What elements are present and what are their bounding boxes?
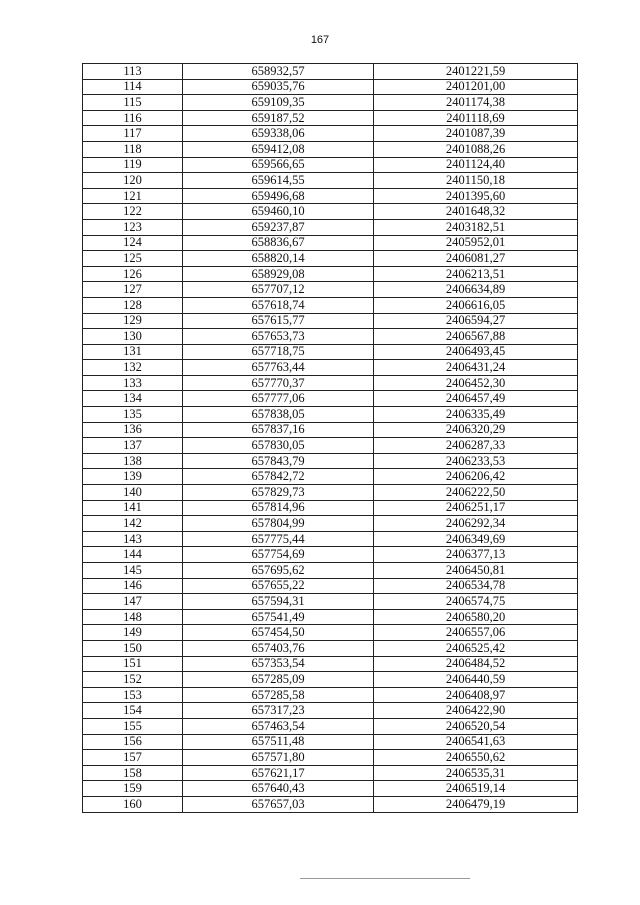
point-number-cell: 154 xyxy=(83,703,183,719)
x-coordinate-cell: 657829,73 xyxy=(183,485,374,501)
y-coordinate-cell: 2406479,19 xyxy=(374,796,578,812)
x-coordinate-cell: 657655,22 xyxy=(183,578,374,594)
point-number-cell: 141 xyxy=(83,500,183,516)
x-coordinate-cell: 657511,48 xyxy=(183,734,374,750)
point-number-cell: 152 xyxy=(83,672,183,688)
table-row xyxy=(83,422,578,438)
table-row xyxy=(83,500,578,516)
table-row xyxy=(83,188,578,204)
x-coordinate-cell: 657814,96 xyxy=(183,500,374,516)
x-coordinate-cell: 657843,79 xyxy=(183,453,374,469)
y-coordinate-cell: 2405952,01 xyxy=(374,235,578,251)
x-coordinate-cell: 657403,76 xyxy=(183,640,374,656)
y-coordinate-cell: 2401395,60 xyxy=(374,188,578,204)
x-coordinate-cell: 657594,31 xyxy=(183,594,374,610)
x-coordinate-cell: 658820,14 xyxy=(183,251,374,267)
x-coordinate-cell: 657718,75 xyxy=(183,344,374,360)
y-coordinate-cell: 2406222,50 xyxy=(374,485,578,501)
point-number-cell: 128 xyxy=(83,297,183,313)
y-coordinate-cell: 2406431,24 xyxy=(374,360,578,376)
y-coordinate-cell: 2406422,90 xyxy=(374,703,578,719)
point-number-cell: 145 xyxy=(83,563,183,579)
point-number-cell: 134 xyxy=(83,391,183,407)
x-coordinate-cell: 657838,05 xyxy=(183,407,374,423)
point-number-cell: 115 xyxy=(83,95,183,111)
table-row xyxy=(83,672,578,688)
point-number-cell: 151 xyxy=(83,656,183,672)
point-number-cell: 147 xyxy=(83,594,183,610)
table-row xyxy=(83,329,578,345)
table-row xyxy=(83,407,578,423)
table-row xyxy=(83,360,578,376)
x-coordinate-cell: 657770,37 xyxy=(183,375,374,391)
point-number-cell: 148 xyxy=(83,609,183,625)
y-coordinate-cell: 2406484,52 xyxy=(374,656,578,672)
point-number-cell: 146 xyxy=(83,578,183,594)
point-number-cell: 116 xyxy=(83,110,183,126)
table-row xyxy=(83,547,578,563)
x-coordinate-cell: 657775,44 xyxy=(183,531,374,547)
y-coordinate-cell: 2406377,13 xyxy=(374,547,578,563)
point-number-cell: 113 xyxy=(83,64,183,80)
y-coordinate-cell: 2401174,38 xyxy=(374,95,578,111)
table-row xyxy=(83,609,578,625)
y-coordinate-cell: 2406493,45 xyxy=(374,344,578,360)
x-coordinate-cell: 659496,68 xyxy=(183,188,374,204)
point-number-cell: 142 xyxy=(83,516,183,532)
y-coordinate-cell: 2406594,27 xyxy=(374,313,578,329)
x-coordinate-cell: 657657,03 xyxy=(183,796,374,812)
page-number: 167 xyxy=(310,34,330,46)
x-coordinate-cell: 659412,08 xyxy=(183,141,374,157)
y-coordinate-cell: 2406567,88 xyxy=(374,329,578,345)
y-coordinate-cell: 2406541,63 xyxy=(374,734,578,750)
y-coordinate-cell: 2406457,49 xyxy=(374,391,578,407)
table-row xyxy=(83,313,578,329)
y-coordinate-cell: 2406408,97 xyxy=(374,687,578,703)
x-coordinate-cell: 657763,44 xyxy=(183,360,374,376)
y-coordinate-cell: 2406320,29 xyxy=(374,422,578,438)
y-coordinate-cell: 2403182,51 xyxy=(374,219,578,235)
point-number-cell: 150 xyxy=(83,640,183,656)
point-number-cell: 132 xyxy=(83,360,183,376)
table-row xyxy=(83,235,578,251)
y-coordinate-cell: 2406550,62 xyxy=(374,750,578,766)
y-coordinate-cell: 2406440,59 xyxy=(374,672,578,688)
table-row xyxy=(83,64,578,80)
point-number-cell: 131 xyxy=(83,344,183,360)
x-coordinate-cell: 659035,76 xyxy=(183,79,374,95)
point-number-cell: 118 xyxy=(83,141,183,157)
y-coordinate-cell: 2401150,18 xyxy=(374,173,578,189)
point-number-cell: 119 xyxy=(83,157,183,173)
y-coordinate-cell: 2406519,14 xyxy=(374,781,578,797)
table-row xyxy=(83,563,578,579)
table-row xyxy=(83,765,578,781)
table-row xyxy=(83,438,578,454)
table-row xyxy=(83,594,578,610)
y-coordinate-cell: 2406206,42 xyxy=(374,469,578,485)
point-number-cell: 157 xyxy=(83,750,183,766)
table-row xyxy=(83,110,578,126)
table-row xyxy=(83,656,578,672)
x-coordinate-cell: 657618,74 xyxy=(183,297,374,313)
y-coordinate-cell: 2401088,26 xyxy=(374,141,578,157)
table-row xyxy=(83,141,578,157)
y-coordinate-cell: 2406520,54 xyxy=(374,718,578,734)
y-coordinate-cell: 2406574,75 xyxy=(374,594,578,610)
x-coordinate-cell: 657695,62 xyxy=(183,563,374,579)
point-number-cell: 153 xyxy=(83,687,183,703)
table-row xyxy=(83,640,578,656)
y-coordinate-cell: 2406349,69 xyxy=(374,531,578,547)
point-number-cell: 129 xyxy=(83,313,183,329)
x-coordinate-cell: 659566,65 xyxy=(183,157,374,173)
table-row xyxy=(83,750,578,766)
x-coordinate-cell: 657777,06 xyxy=(183,391,374,407)
x-coordinate-cell: 657615,77 xyxy=(183,313,374,329)
point-number-cell: 137 xyxy=(83,438,183,454)
point-number-cell: 138 xyxy=(83,453,183,469)
table-row xyxy=(83,578,578,594)
scan-edge-line xyxy=(300,878,470,879)
table-row xyxy=(83,718,578,734)
table-row xyxy=(83,266,578,282)
x-coordinate-cell: 657571,80 xyxy=(183,750,374,766)
y-coordinate-cell: 2406452,30 xyxy=(374,375,578,391)
table-row xyxy=(83,703,578,719)
point-number-cell: 135 xyxy=(83,407,183,423)
table-row xyxy=(83,344,578,360)
point-number-cell: 159 xyxy=(83,781,183,797)
y-coordinate-cell: 2406233,53 xyxy=(374,453,578,469)
point-number-cell: 155 xyxy=(83,718,183,734)
point-number-cell: 160 xyxy=(83,796,183,812)
table-row xyxy=(83,625,578,641)
point-number-cell: 136 xyxy=(83,422,183,438)
y-coordinate-cell: 2406081,27 xyxy=(374,251,578,267)
point-number-cell: 124 xyxy=(83,235,183,251)
y-coordinate-cell: 2406525,42 xyxy=(374,640,578,656)
y-coordinate-cell: 2401648,32 xyxy=(374,204,578,220)
table-row xyxy=(83,391,578,407)
y-coordinate-cell: 2401087,39 xyxy=(374,126,578,142)
y-coordinate-cell: 2406557,06 xyxy=(374,625,578,641)
point-number-cell: 120 xyxy=(83,173,183,189)
point-number-cell: 149 xyxy=(83,625,183,641)
y-coordinate-cell: 2406335,49 xyxy=(374,407,578,423)
table-row xyxy=(83,79,578,95)
table-row xyxy=(83,531,578,547)
point-number-cell: 117 xyxy=(83,126,183,142)
table-row xyxy=(83,687,578,703)
point-number-cell: 125 xyxy=(83,251,183,267)
table-row xyxy=(83,453,578,469)
y-coordinate-cell: 2406535,31 xyxy=(374,765,578,781)
x-coordinate-cell: 657842,72 xyxy=(183,469,374,485)
x-coordinate-cell: 657621,17 xyxy=(183,765,374,781)
point-number-cell: 121 xyxy=(83,188,183,204)
x-coordinate-cell: 659460,10 xyxy=(183,204,374,220)
x-coordinate-cell: 658836,67 xyxy=(183,235,374,251)
table-row xyxy=(83,734,578,750)
table-row xyxy=(83,516,578,532)
y-coordinate-cell: 2406287,33 xyxy=(374,438,578,454)
table-row xyxy=(83,251,578,267)
y-coordinate-cell: 2406450,81 xyxy=(374,563,578,579)
x-coordinate-cell: 657754,69 xyxy=(183,547,374,563)
table-row xyxy=(83,796,578,812)
x-coordinate-cell: 659614,55 xyxy=(183,173,374,189)
x-coordinate-cell: 659237,87 xyxy=(183,219,374,235)
x-coordinate-cell: 657285,58 xyxy=(183,687,374,703)
point-number-cell: 144 xyxy=(83,547,183,563)
table-row xyxy=(83,375,578,391)
y-coordinate-cell: 2401201,00 xyxy=(374,79,578,95)
y-coordinate-cell: 2406634,89 xyxy=(374,282,578,298)
point-number-cell: 123 xyxy=(83,219,183,235)
table-row xyxy=(83,297,578,313)
x-coordinate-cell: 657285,09 xyxy=(183,672,374,688)
point-number-cell: 158 xyxy=(83,765,183,781)
x-coordinate-cell: 659109,35 xyxy=(183,95,374,111)
x-coordinate-cell: 657830,05 xyxy=(183,438,374,454)
point-number-cell: 140 xyxy=(83,485,183,501)
y-coordinate-cell: 2406580,20 xyxy=(374,609,578,625)
y-coordinate-cell: 2401221,59 xyxy=(374,64,578,80)
table-row xyxy=(83,173,578,189)
coordinates-table-body xyxy=(83,64,578,813)
point-number-cell: 127 xyxy=(83,282,183,298)
point-number-cell: 133 xyxy=(83,375,183,391)
table-row xyxy=(83,485,578,501)
x-coordinate-cell: 658932,57 xyxy=(183,64,374,80)
point-number-cell: 139 xyxy=(83,469,183,485)
table-row xyxy=(83,282,578,298)
table-row xyxy=(83,219,578,235)
x-coordinate-cell: 657804,99 xyxy=(183,516,374,532)
point-number-cell: 143 xyxy=(83,531,183,547)
x-coordinate-cell: 657653,73 xyxy=(183,329,374,345)
point-number-cell: 126 xyxy=(83,266,183,282)
coordinates-table xyxy=(82,63,578,813)
y-coordinate-cell: 2401118,69 xyxy=(374,110,578,126)
x-coordinate-cell: 657707,12 xyxy=(183,282,374,298)
point-number-cell: 114 xyxy=(83,79,183,95)
point-number-cell: 156 xyxy=(83,734,183,750)
table-row xyxy=(83,157,578,173)
x-coordinate-cell: 657463,54 xyxy=(183,718,374,734)
table-row xyxy=(83,95,578,111)
y-coordinate-cell: 2401124,40 xyxy=(374,157,578,173)
x-coordinate-cell: 657541,49 xyxy=(183,609,374,625)
x-coordinate-cell: 657837,16 xyxy=(183,422,374,438)
x-coordinate-cell: 658929,08 xyxy=(183,266,374,282)
x-coordinate-cell: 657640,43 xyxy=(183,781,374,797)
table-row xyxy=(83,469,578,485)
y-coordinate-cell: 2406213,51 xyxy=(374,266,578,282)
x-coordinate-cell: 657353,54 xyxy=(183,656,374,672)
x-coordinate-cell: 657454,50 xyxy=(183,625,374,641)
y-coordinate-cell: 2406616,05 xyxy=(374,297,578,313)
table-row xyxy=(83,781,578,797)
y-coordinate-cell: 2406251,17 xyxy=(374,500,578,516)
y-coordinate-cell: 2406292,34 xyxy=(374,516,578,532)
x-coordinate-cell: 659187,52 xyxy=(183,110,374,126)
point-number-cell: 130 xyxy=(83,329,183,345)
y-coordinate-cell: 2406534,78 xyxy=(374,578,578,594)
x-coordinate-cell: 659338,06 xyxy=(183,126,374,142)
table-row xyxy=(83,126,578,142)
x-coordinate-cell: 657317,23 xyxy=(183,703,374,719)
table-row xyxy=(83,204,578,220)
point-number-cell: 122 xyxy=(83,204,183,220)
